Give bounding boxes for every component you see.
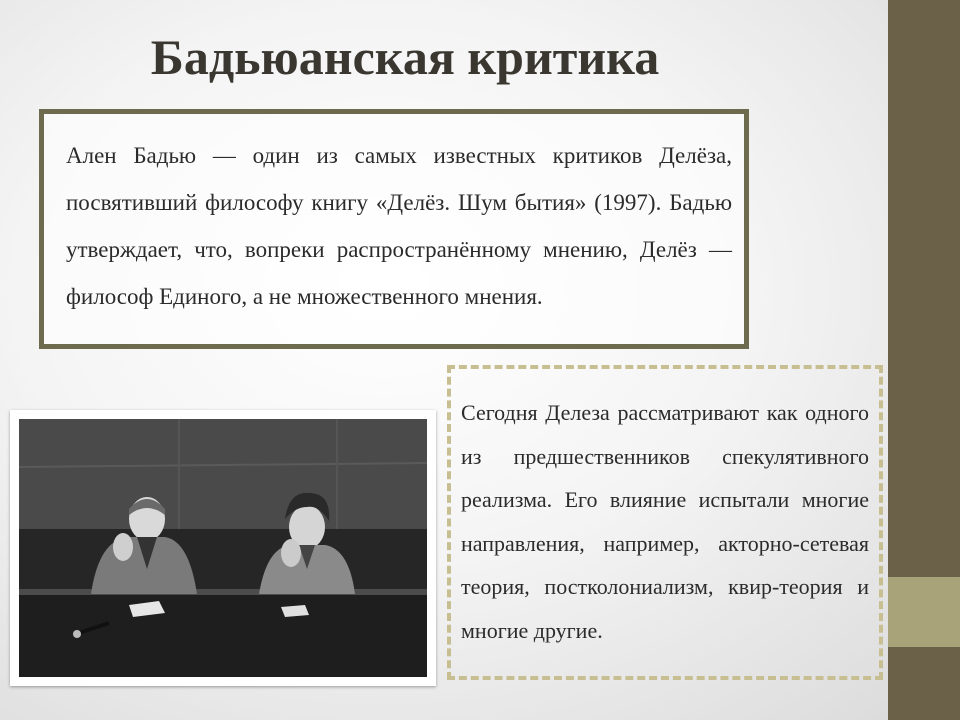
photo xyxy=(19,419,427,677)
sidebar-accent xyxy=(888,577,960,647)
text-box-badiou-text: Ален Бадью — один из самых известных критиков Делёза, посвятивший философу книгу «Делёз. Шум бытия» (1997). Бадью утверждает, что, вопреки распространённому мнению, Делёз — философ Единого, а не множественного мнения. xyxy=(66,143,732,309)
text-box-influence xyxy=(447,365,883,680)
photo-image xyxy=(19,419,427,677)
text-box-influence-text: Сегодня Делеза рассматривают как одного из предшественников спекулятивного реализма. Его влияние испытали многие направления, например, акторно-сетевая теория, постколониализм, квир-теория и многие другие. xyxy=(461,400,869,643)
photo-frame xyxy=(10,410,436,686)
text-box-badiou xyxy=(39,109,749,349)
slide-title: Бадьюанская критика xyxy=(150,29,660,85)
